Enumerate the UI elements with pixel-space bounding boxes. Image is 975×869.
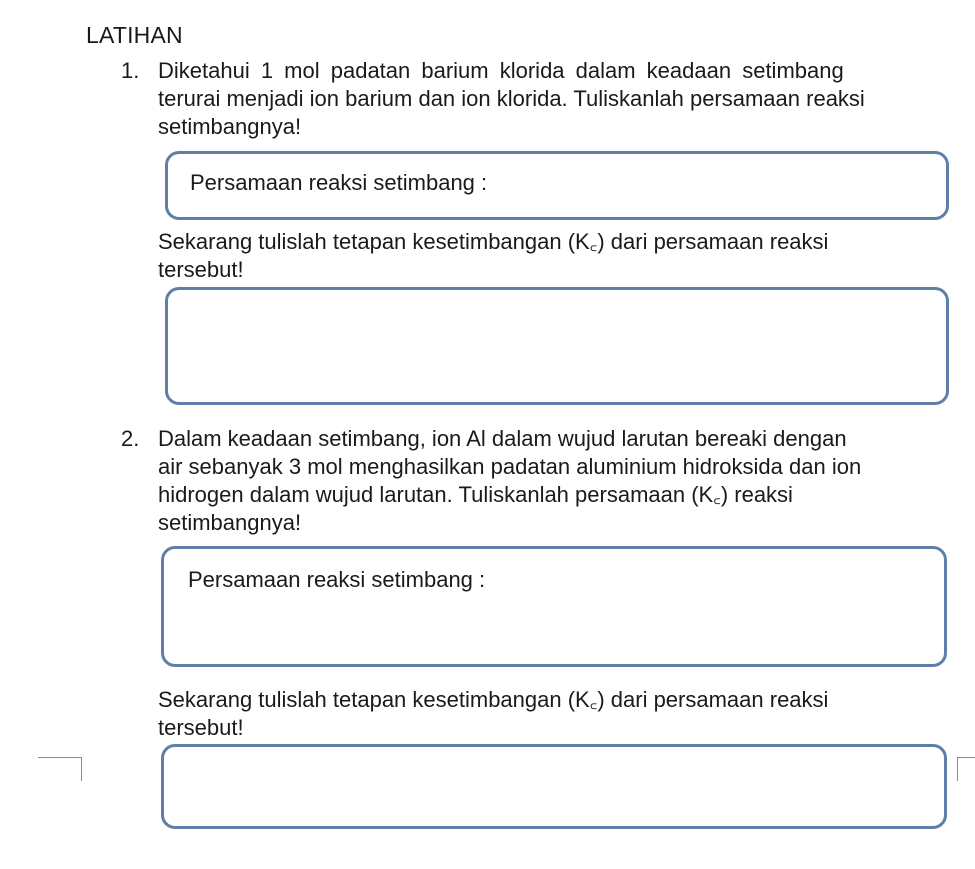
question-2-kc-answer-box[interactable] (161, 744, 947, 829)
question-1-kc-line: Sekarang tulislah tetapan kesetimbangan (K꜀) dari persamaan reaksi (158, 229, 829, 254)
page-title: LATIHAN (86, 22, 183, 48)
question-2-number: 2. (121, 426, 140, 451)
question-1-equation-label: Persamaan reaksi setimbang : (190, 170, 488, 195)
question-2-kc-line: tersebut! (158, 715, 244, 740)
question-1-text (158, 57, 865, 141)
question-2-kc-line: Sekarang tulislah tetapan kesetimbangan (K꜀) dari persamaan reaksi (158, 687, 829, 712)
question-2-line: setimbangnya! (158, 510, 302, 535)
question-1-line: terurai menjadi ion barium dan ion klorida. Tuliskanlah persamaan reaksi (158, 86, 865, 111)
question-1-kc-answer-box[interactable] (165, 287, 949, 405)
margin-corner-mark (957, 757, 975, 781)
question-2-text (158, 425, 861, 537)
question-2-kc-instruction (158, 686, 828, 742)
question-2-equation-answer-box[interactable] (161, 546, 947, 667)
question-1-kc-instruction (158, 228, 828, 284)
question-2-line: hidrogen dalam wujud larutan. Tuliskanlah persamaan (K꜀) reaksi (158, 482, 793, 507)
question-2-line: Dalam keadaan setimbang, ion Al dalam wujud larutan bereaki dengan (158, 426, 847, 451)
question-1-number: 1. (121, 58, 140, 83)
question-2-equation-label: Persamaan reaksi setimbang : (188, 567, 486, 592)
question-1-line: Diketahui 1 mol padatan barium klorida dalam keadaan setimbang (158, 58, 844, 83)
question-1-line: setimbangnya! (158, 114, 302, 139)
margin-corner-mark (38, 757, 82, 781)
question-1-equation-answer-box[interactable] (165, 151, 949, 220)
question-1-kc-line: tersebut! (158, 257, 244, 282)
question-2-line: air sebanyak 3 mol menghasilkan padatan aluminium hidroksida dan ion (158, 454, 862, 479)
